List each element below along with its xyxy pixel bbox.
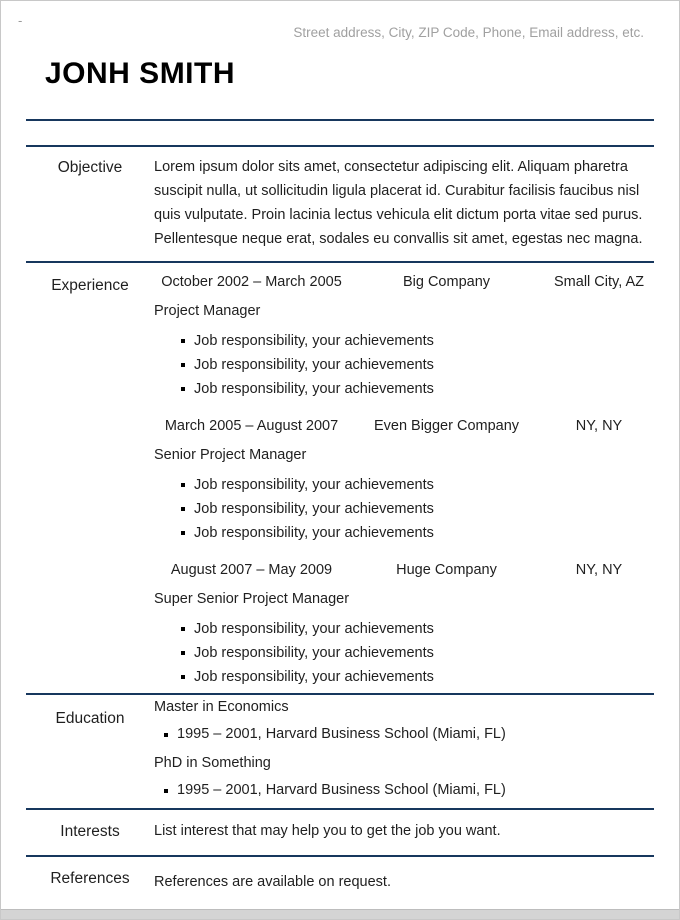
job-title: Project Manager <box>154 303 261 319</box>
job-company: Big Company <box>402 274 491 290</box>
job-header-row <box>154 563 654 578</box>
job-title: Super Senior Project Manager <box>154 591 350 607</box>
stray-dash: - <box>18 13 23 28</box>
bullet-text: Job responsibility, your achievements <box>194 645 434 661</box>
bullet-text: Job responsibility, your achievements <box>194 477 434 493</box>
job-entry <box>154 563 654 689</box>
job-bullet <box>154 377 654 401</box>
bullet-square-icon <box>164 733 168 737</box>
section-objective <box>1 147 679 261</box>
education-content <box>154 700 654 798</box>
bullet-square-icon <box>181 627 185 631</box>
section-objective-label: Objective <box>57 159 123 176</box>
degree-title: Master in Economics <box>154 699 289 715</box>
job-dates: October 2002 – March 2005 <box>161 274 342 290</box>
bullet-text: Job responsibility, your achievements <box>194 357 434 373</box>
section-education <box>1 695 679 808</box>
bullet-square-icon <box>181 363 185 367</box>
job-bullet <box>154 353 654 377</box>
job-bullet <box>154 641 654 665</box>
bullet-square-icon <box>181 675 185 679</box>
education-detail-row <box>154 727 654 742</box>
job-company: Even Bigger Company <box>373 418 520 434</box>
job-dates: August 2007 – May 2009 <box>170 562 333 578</box>
bullet-square-icon <box>181 339 185 343</box>
bullet-square-icon <box>181 507 185 511</box>
bullet-square-icon <box>164 789 168 793</box>
objective-text-line: quis vulputate. Proin lacinia lectus vehicula elit dictum porta vitae sed purus. <box>154 207 643 223</box>
bullet-text: Job responsibility, your achievements <box>194 525 434 541</box>
job-company: Huge Company <box>396 562 497 578</box>
job-bullet <box>154 665 654 689</box>
section-interests <box>1 810 679 855</box>
job-header-row <box>154 419 654 434</box>
job-bullet <box>154 473 654 497</box>
divider-line <box>26 119 654 121</box>
bullet-text: Job responsibility, your achievements <box>194 381 434 397</box>
objective-text-line: Pellentesque neque erat, sodales eu convallis sit amet, egestas nec magna. <box>154 231 643 247</box>
interests-text: List interest that may help you to get the job you want. <box>154 823 501 839</box>
section-references <box>1 857 679 890</box>
job-bullet <box>154 329 654 353</box>
bottom-edge-bar <box>1 909 679 919</box>
bullet-square-icon <box>181 483 185 487</box>
job-bullet <box>154 497 654 521</box>
job-location: Small City, AZ <box>554 274 644 290</box>
section-references-label: References <box>50 870 130 887</box>
job-dates: March 2005 – August 2007 <box>164 418 339 434</box>
education-detail-row <box>154 783 654 798</box>
objective-text-line: suscipit nulla, ut sollicitudin ligula placerat id. Curabitur facilisis faucibus nisl <box>154 183 640 199</box>
job-bullet <box>154 617 654 641</box>
job-header-row <box>154 275 654 290</box>
bullet-text: Job responsibility, your achievements <box>194 669 434 685</box>
references-text: References are available on request. <box>154 874 391 890</box>
section-experience <box>1 263 679 693</box>
bullet-square-icon <box>181 531 185 535</box>
job-location: NY, NY <box>575 562 623 578</box>
section-interests-label: Interests <box>60 823 120 840</box>
job-entry <box>154 275 654 401</box>
section-experience-label: Experience <box>51 277 129 294</box>
job-bullet <box>154 521 654 545</box>
education-detail: 1995 – 2001, Harvard Business School (Miami, FL) <box>177 782 506 798</box>
bullet-text: Job responsibility, your achievements <box>194 621 434 637</box>
degree-title: PhD in Something <box>154 755 271 771</box>
job-entry <box>154 419 654 545</box>
bullet-text: Job responsibility, your achievements <box>194 501 434 517</box>
job-location: NY, NY <box>575 418 623 434</box>
education-detail: 1995 – 2001, Harvard Business School (Miami, FL) <box>177 726 506 742</box>
bullet-square-icon <box>181 387 185 391</box>
bullet-square-icon <box>181 651 185 655</box>
experience-content <box>154 275 654 689</box>
resume-name: JONH SMITH <box>45 57 236 90</box>
objective-text-line: Lorem ipsum dolor sits amet, consectetur adipiscing elit. Aliquam pharetra <box>154 159 628 175</box>
objective-paragraph <box>154 155 654 251</box>
section-education-label: Education <box>55 710 125 727</box>
bullet-text: Job responsibility, your achievements <box>194 333 434 349</box>
job-title: Senior Project Manager <box>154 447 307 463</box>
contact-line: Street address, City, ZIP Code, Phone, Email address, etc. <box>293 25 644 40</box>
